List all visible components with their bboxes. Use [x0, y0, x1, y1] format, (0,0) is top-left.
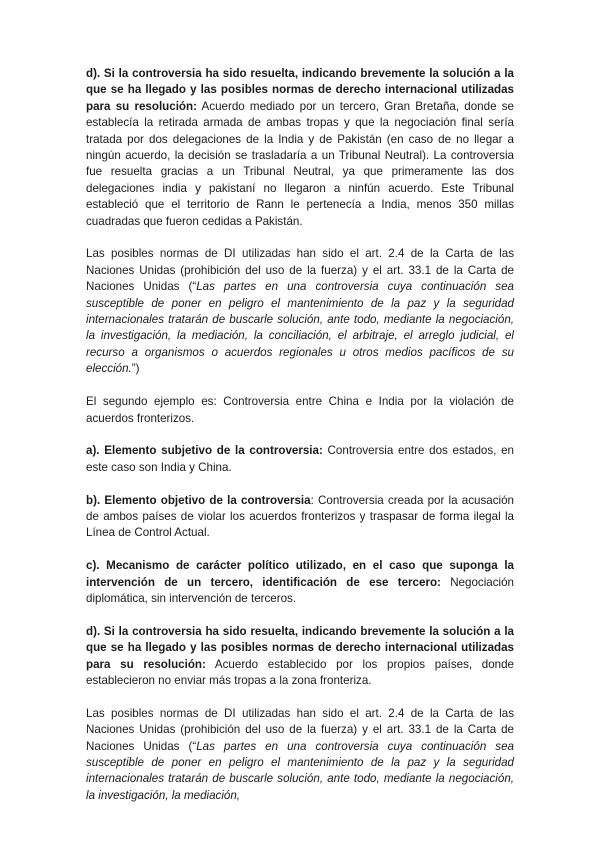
norms2-quote: Las partes en una controversia cuya continuación sea susceptible de poner en peligro el mantenimiento de la paz y la seguridad internacionales tratarán de buscarle solución, ante todo, mediante la negociación, la investigación, la mediación,: [86, 739, 514, 802]
objective-heading: b). Elemento objetivo de la controversia: [86, 493, 311, 507]
paragraph-political-mechanism: [86, 558, 514, 607]
resolution2-heading: d). Si la controversia ha sido resuelta, indicando brevemente la solución a la que se ha llegado y las posibles normas de derecho internacional utilizadas para su resolución:: [86, 624, 514, 671]
resolution-body: Acuerdo mediado por un tercero, Gran Bretaña, donde se establecía la retirada armada de ambas tropas y que la negociación final sería tratada por dos delegaciones de la India y de Pakistán (en caso de no llegar a ningún acuerdo, la decisión se trasladaría a un Tribunal Neutral). La controversia fue resuelta gracias a un Tribunal Neutral, ya que primeramente las dos delegaciones india y pakistaní no llegaron a ninfún acuerdo. Este Tribunal estableció que el territorio de Rann le pertenecía a India, menos 350 millas cuadradas que fueron cedidas a Pakistán.: [86, 99, 514, 228]
norms-intro: Las posibles normas de DI utilizadas han sido el art. 2.4 de la Carta de las Naciones Unidas (prohibición del uso de la fuerza) y el art. 33.1 de la Carta de Naciones Unidas (“: [86, 247, 514, 294]
paragraph-norms-1: [86, 246, 514, 377]
paragraph-resolution-2: [86, 624, 514, 690]
paragraph-subjective-element: [86, 443, 514, 476]
objective-body: : Controversia creada por la acusación de ambos países de violar los acuerdos fronterizos y traspasar de forma ilegal la Línea de Control Actual.: [86, 493, 514, 540]
norms-close: ”): [131, 362, 140, 376]
norms-quote: Las partes en una controversia cuya continuación sea susceptible de poner en peligro el mantenimiento de la paz y la seguridad internacionales tratarán de buscarle solución, ante todo, mediante la negociación, la investigación, la mediación, la conciliación, el arbitraje, el arreglo judicial, el recurso a organismos o acuerdos regionales u otros medios pacíficos de su elección.: [86, 280, 514, 376]
mechanism-body: Negociación diplomática, sin intervención de terceros.: [86, 575, 514, 605]
paragraph-resolution-1: [86, 66, 514, 230]
document-page: [86, 66, 514, 821]
mechanism-heading: c). Mecanismo de carácter político utilizado, en el caso que suponga la intervención de un tercero, identificación de ese tercero:: [86, 559, 514, 589]
paragraph-objective-element: [86, 493, 514, 542]
paragraph-second-example: El segundo ejemplo es: Controversia entre China e India por la violación de acuerdos fronterizos.: [86, 395, 514, 425]
subjective-heading: a). Elemento subjetivo de la controversia:: [86, 444, 323, 458]
resolution2-body: Acuerdo establecido por los propios países, donde establecieron no enviar más tropas a la zona fronteriza.: [86, 657, 514, 687]
paragraph-norms-2: [86, 706, 514, 804]
subjective-body: Controversia entre dos estados, en este caso son India y China.: [86, 444, 514, 474]
resolution-heading: d). Si la controversia ha sido resuelta, indicando brevemente la solución a la que se ha llegado y las posibles normas de derecho internacional utilizadas para su resolución:: [86, 67, 514, 113]
norms2-intro: Las posibles normas de DI utilizadas han sido el art. 2.4 de la Carta de las Naciones Unidas (prohibición del uso de la fuerza) y el art. 33.1 de la Carta de Naciones Unidas (“: [86, 706, 514, 753]
